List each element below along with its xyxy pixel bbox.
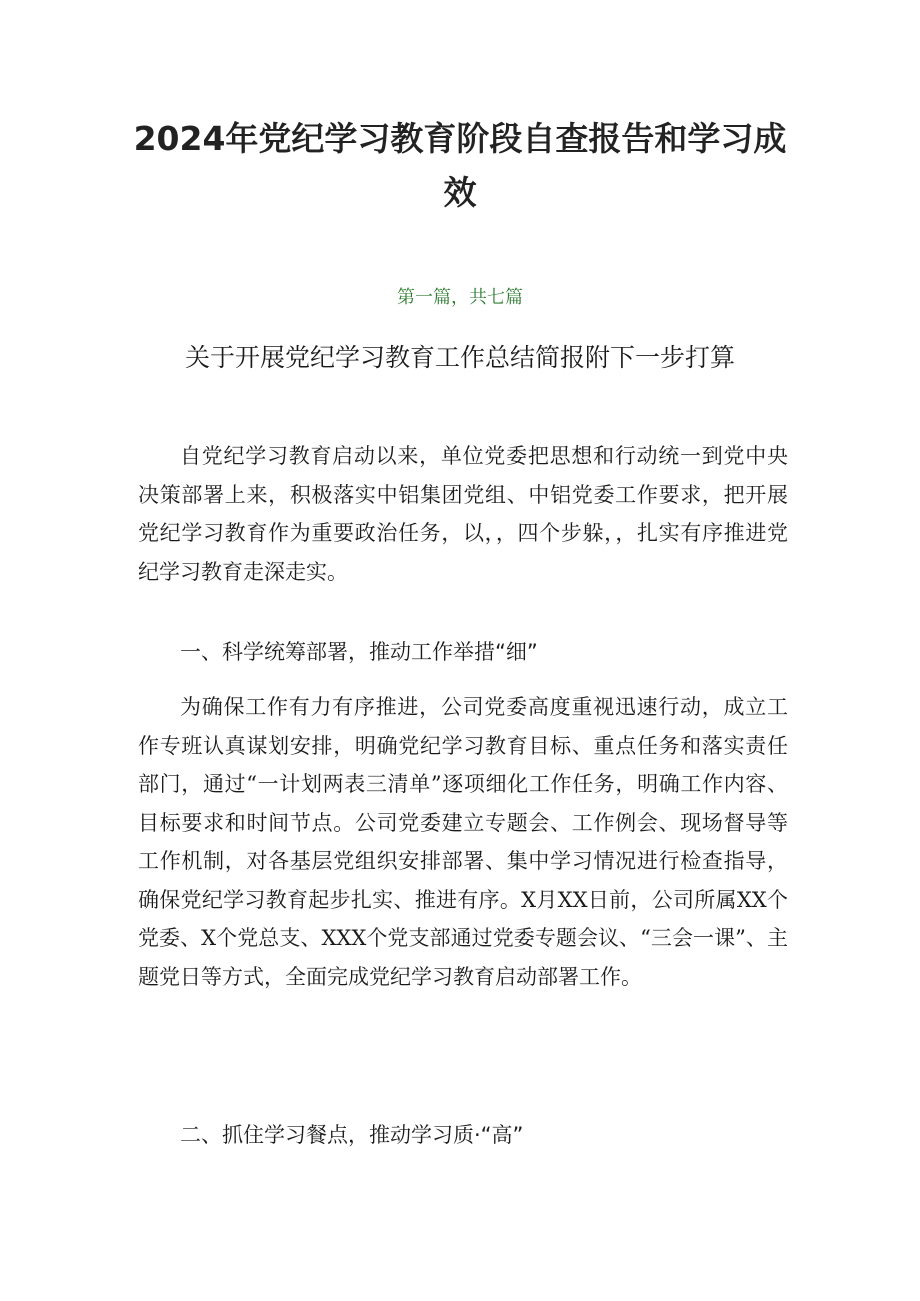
section-heading-1: 一、科学统筹部署，推动工作举措“细” <box>180 640 538 664</box>
intro-paragraph: 自党纪学习教育启动以来，单位党委把思想和行动统一到党中央决策部署上来，积极落实中铝集团党组、中铝党委工作要求，把开展党纪学习教育作为重要政治任务，以，，四个步躲，，扎实有序推进党纪学习教育走深走实。 <box>138 444 788 584</box>
document-title: 2024年党纪学习教育阶段自查报告和学习成效 <box>133 119 787 212</box>
body-paragraph-1: 为确保工作有力有序推进，公司党委高度重视迅速行动，成立工作专班认真谋划安排，明确党纪学习教育目标、重点任务和落实责任部门，通过“一计划两表三清单”逐项细化工作任务，明确工作内容、目标要求和时间节点。公司党委建立专题会、工作例会、现场督导等工作机制，对各基层党组织安排部署、集中学习情况进行检查指导，确保党纪学习教育起步扎实、推进有序。X月XX日前，公司所属XX个党委、X个党总支、XXX个党支部通过党委专题会议、“三会一课”、主题党日等方式，全面完成党纪学习教育启动部署工作。 <box>138 695 788 989</box>
section-heading-2: 二、抓住学习餐点，推动学习质·“高” <box>180 1123 524 1147</box>
article-title: 关于开展党纪学习教育工作总结简报附下一步打算 <box>184 343 735 372</box>
section-marker: 第一篇，共七篇 <box>397 287 523 308</box>
